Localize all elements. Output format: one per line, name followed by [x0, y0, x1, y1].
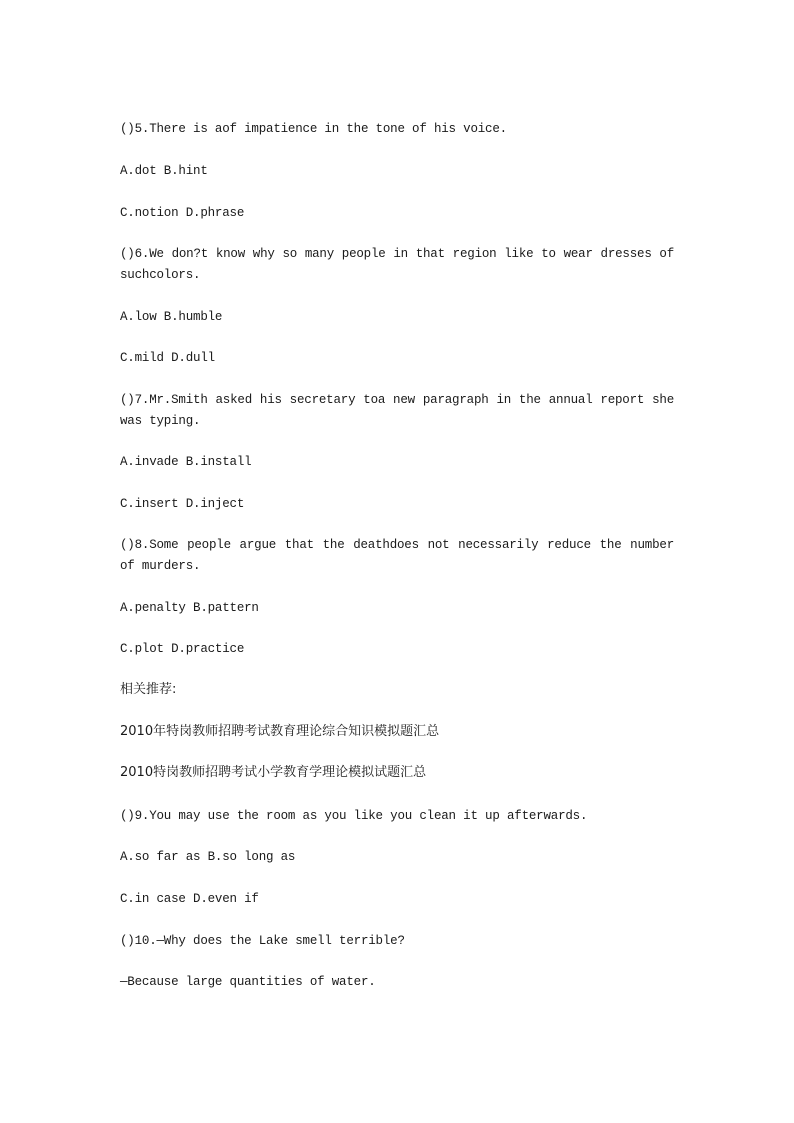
question-9-options-ab: A.so far as B.so long as	[120, 850, 296, 864]
question-8-options-cd: C.plot D.practice	[120, 642, 245, 656]
question-7-stem: ()7.Mr.Smith asked his secretary toa new paragraph in the annual report she was typing.	[120, 393, 674, 428]
question-7-options-ab: A.invade B.install	[120, 455, 252, 469]
recommendation-link-1[interactable]: 2010年特岗教师招聘考试教育理论综合知识模拟题汇总	[120, 724, 440, 739]
question-6-stem: ()6.We don?t know why so many people in that region like to wear dresses of suchcolors.	[120, 247, 674, 282]
question-10-answer-line: —Because large quantities of water.	[120, 975, 376, 989]
recommendations-heading: 相关推荐:	[120, 682, 177, 697]
question-9-stem: ()9.You may use the room as you like you clean it up afterwards.	[120, 809, 588, 823]
question-8-options-ab: A.penalty B.pattern	[120, 601, 259, 615]
question-8-stem: ()8.Some people argue that the deathdoes not necessarily reduce the number of murders.	[120, 538, 674, 573]
question-5-options-ab: A.dot B.hint	[120, 164, 208, 178]
question-5-stem: ()5.There is aof impatience in the tone of his voice.	[120, 122, 507, 136]
question-5-options-cd: C.notion D.phrase	[120, 206, 245, 220]
recommendation-link-2[interactable]: 2010特岗教师招聘考试小学教育学理论模拟试题汇总	[120, 765, 427, 780]
question-6-options-cd: C.mild D.dull	[120, 351, 215, 365]
question-10-stem: ()10.—Why does the Lake smell terrible?	[120, 934, 405, 948]
question-7-options-cd: C.insert D.inject	[120, 497, 245, 511]
question-9-options-cd: C.in case D.even if	[120, 892, 259, 906]
question-6-options-ab: A.low B.humble	[120, 310, 223, 324]
